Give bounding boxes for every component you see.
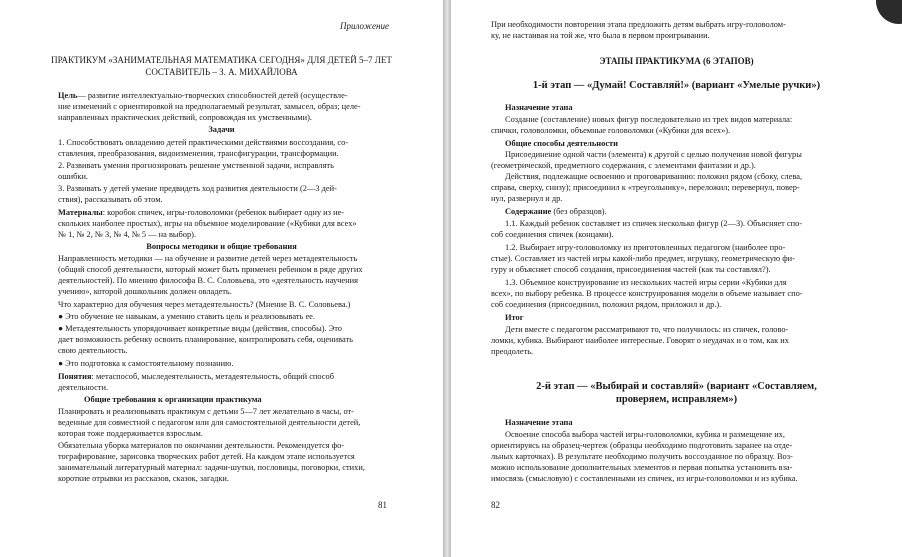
right-page: При необходимости повторения этапа предложить детям выбрать игру-головолом- ку, не настаивая на той же, что была в первом проигрывании. ЭТАПЫ ПРАКТИКУМА (6 ЭТАПОВ) 1-й этап — «Думай! Составляй!» (вариант «Умелые ручки») Назначение этапа Создание (составление) новых фигур последовательно из трех видов материала: спички, головоломки, объемные головоломки («Кубики для всех»). Общие способы деятельности Присоединение одной части (элемента) к другой с целью получения новой фигуры (геометрической, предметного содержания, с элементами фантазии и др.). Действия, подлежащие освоению и проговариванию: положил рядом (сбоку, слева, справа, сверху, снизу); присоединил к «треугольнику», переложил; перевернул, повер- нул, развернул и др. Содержание (без образцов). 1.1. Каждый ребенок составляет из спичек несколько фигур (2—3). Объясняет спо- соб соединения спичек (концами). 1.2. Выбирает игру-головоломку из приготовленных педагогом (наиболее про- стые). Составляет из частей игры какой-либо предмет, игрушку, геометрическую фи- гуру и объясняет способ создания, присоединения частей (как ты составлял?). 1.3. Объемное конструирование из нескольких частей игры серии «Кубики для всех», по выбору ребенка. В процессе конструирования модели в объеме называет спо- соб соединения (присоединил, положил рядом, приложил и др.). Итог Дети вместе с педагогом рассматривают то, что получилось: из спичек, голово- ломки, кубика. Выбирают наиболее интересные. Говорят о неудачах и о том, как их преодолеть. 2-й этап — «Выбирай и составляй» (вариант «Составляем, проверяем, исправляем») Назначение этапа Освоение способа выбора частей игры-головоломки, кубика и размещение их, ориентируясь на образец-чертеж (образцы необходимо подготовить заранее на отде- льных карточках). В результате необходимо получить воссозданное по образцу. Воз- можно использование дополнительных элементов и первая попытка установить вза- имосвязь (смысловую) с составленными из спичек, из игры-головоломки и из кубика. 82 (451, 0, 902, 557)
page-number-right: 82 (491, 500, 500, 510)
materials-label: Материалы (58, 208, 103, 217)
bullet-item: ● Это обучение не навыкам, а умению ставить цель и реализовывать ее. (58, 312, 315, 321)
organization-heading: Общие требования к организации практикума (84, 395, 262, 404)
method-heading: Вопросы методики и общие требования (146, 242, 297, 251)
concepts-label: Понятия (58, 372, 92, 381)
method-question: Что характерно для обучения через метадеятельность? (Мнение В. С. Соловьева.) (58, 300, 351, 309)
stage-1-content-heading: Содержание (без образцов). (505, 207, 607, 216)
bullet-icon: ● (58, 324, 64, 333)
bullet-icon: ● (58, 359, 64, 368)
page-number-left: 81 (378, 500, 387, 510)
left-page: Приложение ПРАКТИКУМ «ЗАНИМАТЕЛЬНАЯ МАТЕМАТИКА СЕГОДНЯ» ДЛЯ ДЕТЕЙ 5–7 ЛЕТ СОСТАВИТЕЛЬ – З. А. МИХАЙЛОВА Цель— развитие интеллектуально-творческих способностей детей (осуществле- ние изменений с ориентировкой на предполагаемый результат, замысел, образ; целе- направленных практических действий, сопровождая их умственными). Задачи 1. Способствовать овладению детей практическими действиями воссоздания, со- ставления, преобразования, видоизменения, трансфигурации, трансформации. 2. Развивать умения прогнозировать решение умственной задачи, исправлять ошибки. 3. Развивать у детей умение предвидеть ход развития деятельности (2—3 дей- ствия), рассказывать об этом. Материалы: коробок спичек, игры-головоломки (ребенок выбирает одну из не- скольких наиболее простых), игры на объемное моделирование («Кубики для всех» № 1, № 2, № 3, № 4, № 5 — на выбор). Вопросы методики и общие требования Направленность методики — на обучение и развитие детей через метадеятельность (общий способ деятельности, который может быть применен ребенком в ряде других деятельностей). По мнению философа В. С. Соловьева, это «деятельность научения учению», которой дошкольник должен овладеть. Что характерно для обучения через метадеятельность? (Мнение В. С. Соловьева.) ● Это обучение не навыкам, а умению ставить цель и реализовывать ее. ● Метадеятельность упорядочивает конкретные виды (действия, способы). Это дает возможность ребенку освоить планирование, контролировать себя, оценивать свою деятельность. ● Это подготовка к самостоятельному познанию. Понятия: метаспособ, мыследеятельность, метадеятельность, общий способ деятельности. Общие требования к организации практикума Планировать и реализовывать практикум с детьми 5—7 лет желательно в часы, от- веденные для совместной с педагогом или для самостоятельной деятельности детей, которая тоже поддерживается взрослым. Обязательна уборка материалов по окончании деятельности. Рекомендуется фо- тографирование, зарисовка творческих работ детей. На каждом этапе используется занимательный литературный материал: задачи-шутки, пословицы, поговорки, стихи, короткие отрывки из рассказов, сказок, загадки. 81 (0, 0, 443, 557)
tasks-heading: Задачи (208, 125, 235, 134)
stage-2-title: 2-й этап — «Выбирай и составляй» (вариант «Составляем, (536, 381, 817, 392)
corner-decoration (876, 0, 902, 24)
stage-2-title-cont: проверяем, исправляем») (615, 394, 738, 405)
stage-1-methods-heading: Общие способы деятельности (505, 139, 618, 148)
stage-1-title: 1-й этап — «Думай! Составляй!» (вариант «Умелые ручки») (532, 80, 821, 91)
bullet-item: ● Метадеятельность упорядочивает конкретные виды (действия, способы). Это (58, 324, 342, 333)
stage-1-purpose-heading: Назначение этапа (505, 103, 573, 112)
stage-1-result-heading: Итог (505, 313, 524, 322)
compiler-line: СОСТАВИТЕЛЬ – З. А. МИХАЙЛОВА (145, 67, 298, 77)
appendix-label: Приложение (339, 21, 389, 31)
book-gutter (443, 0, 451, 557)
bullet-icon: ● (58, 312, 64, 321)
stages-heading: ЭТАПЫ ПРАКТИКУМА (6 ЭТАПОВ) (599, 56, 754, 66)
goal-label: Цель (58, 91, 78, 100)
stage-2-purpose-heading: Назначение этапа (505, 418, 573, 427)
practicum-title: ПРАКТИКУМ «ЗАНИМАТЕЛЬНАЯ МАТЕМАТИКА СЕГОДНЯ» ДЛЯ ДЕТЕЙ 5–7 ЛЕТ (51, 55, 392, 65)
bullet-item: ● Это подготовка к самостоятельному познанию. (58, 359, 234, 368)
